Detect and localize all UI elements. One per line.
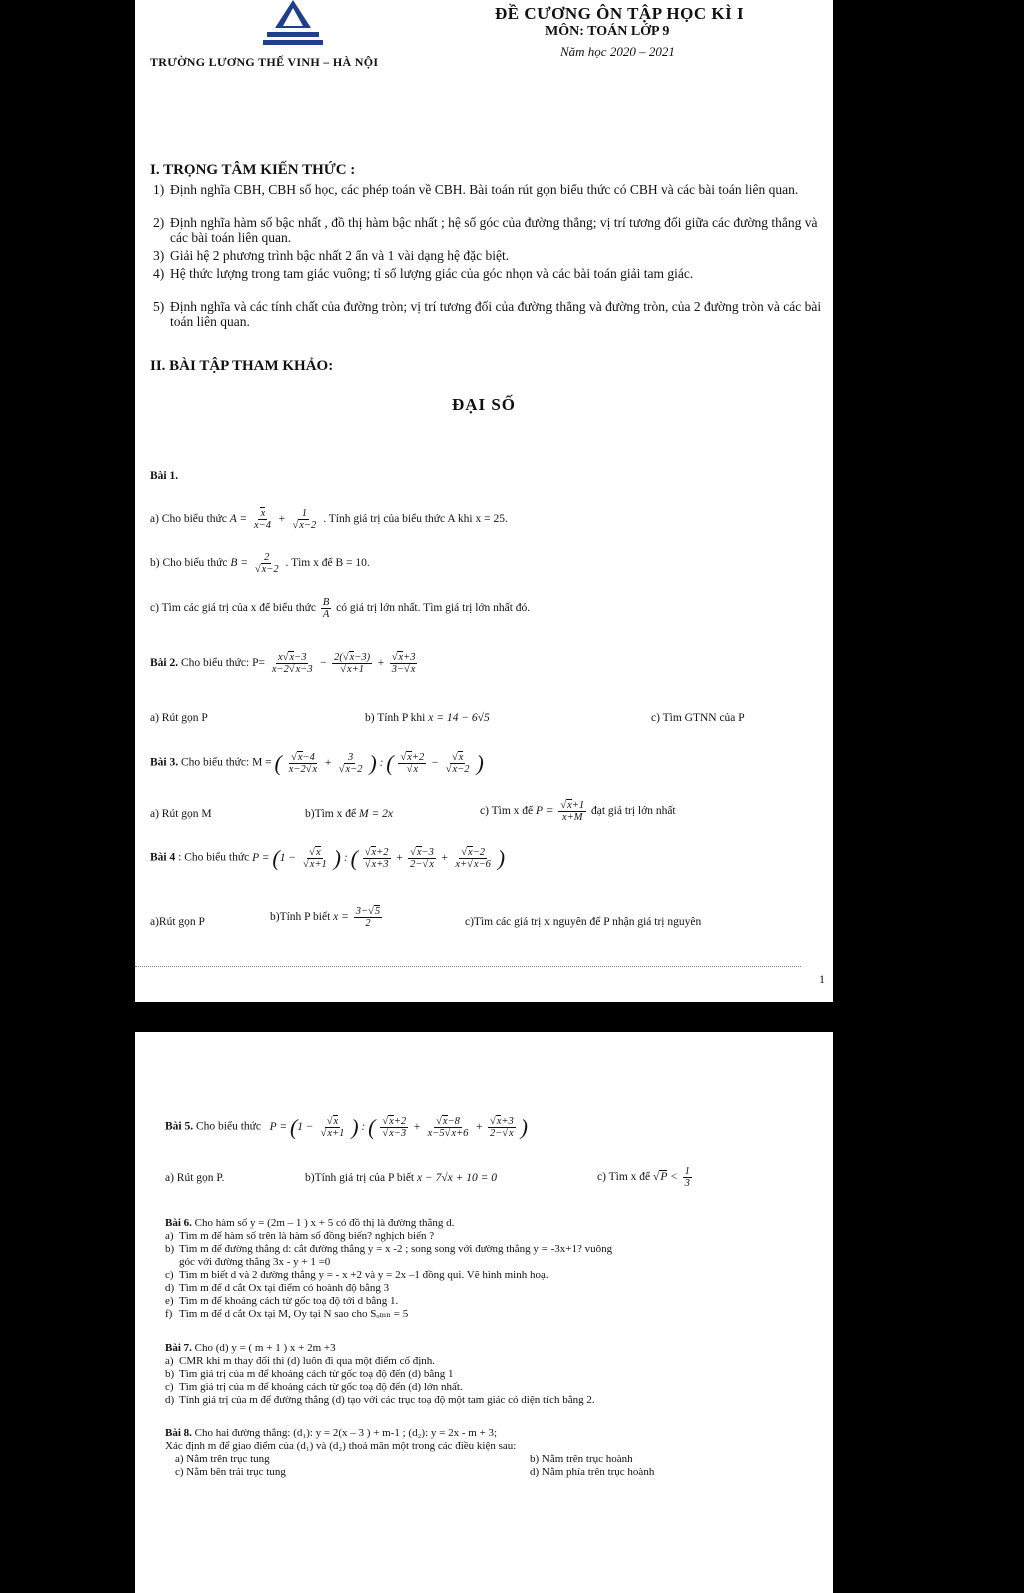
exercise-1b-suffix: . Tìm x để B = 10. — [285, 557, 370, 570]
exercise-4b — [270, 906, 384, 929]
item-text: Tìm m để d cắt Ox tại điểm có hoành độ bằng 3 — [179, 1282, 390, 1294]
exercise-8c: c) Nằm bên trái trục tung — [175, 1466, 286, 1478]
exercise-4b-prefix: b)Tính P biết — [270, 911, 331, 924]
exercise-6-item — [165, 1269, 549, 1281]
school-year: Năm học 2020 – 2021 — [560, 44, 675, 59]
exercise-5-title: Bài 5. — [165, 1120, 194, 1133]
item-number: f) — [165, 1308, 173, 1320]
item-text: Hệ thức lượng trong tam giác vuông; tỉ số lượng giác của góc nhọn và các bài toán giải tam giác. — [170, 266, 694, 281]
document-title: ĐỀ CƯƠNG ÔN TẬP HỌC KÌ I — [495, 4, 745, 23]
exercise-2-title: Bài 2. — [150, 657, 179, 670]
exercise-7-item — [165, 1394, 595, 1406]
item-text: Tìm giá trị của m để khoảng cách từ gốc toạ độ đến (d) bằng 1 — [179, 1368, 454, 1380]
item-number: 5) — [153, 299, 165, 314]
expression-b: B = $\frac{2}{√x-2}$ — [230, 552, 279, 575]
section-1-item — [153, 248, 828, 263]
item-text: Tìm giá trị của m để khoảng cách từ gốc toạ độ đến (d) lớn nhất. — [179, 1381, 463, 1393]
item-number: b) — [165, 1243, 175, 1255]
exercise-8-title: Bài 8. — [165, 1427, 192, 1439]
item-number: 3) — [153, 248, 165, 263]
section-2-title: II. BÀI TẬP THAM KHẢO: — [150, 358, 334, 374]
exercise-1a-prefix: a) Cho biểu thức — [150, 513, 227, 526]
exercise-8b: b) Nằm trên trục hoành — [530, 1453, 633, 1465]
algebra-heading: ĐẠI SỐ — [451, 395, 517, 414]
exercise-7-item — [165, 1355, 435, 1367]
item-text: Tìm m để đường thẳng d: cắt đường thẳng y = x -2 ; song song với đường thẳng y = -3x+1? vuông — [179, 1243, 613, 1255]
item-text: Tìm m để d cắt Ox tại M, Oy tại N sao cho Sₒₘₙ = 5 — [179, 1308, 409, 1320]
subject-line: MÔN: TOÁN LỚP 9 — [545, 24, 670, 39]
section-1-item — [153, 299, 828, 329]
exercise-5b — [305, 1172, 497, 1184]
item-number: d) — [165, 1282, 175, 1294]
exercise-1c — [150, 597, 530, 620]
item-text: Tính giá trị của m để đường thẳng (d) tạo với các trục toạ độ một tam giác có diện tích bằng 2. — [179, 1394, 595, 1406]
exercise-3c-prefix: c) Tìm x để — [480, 805, 534, 818]
expression-m: ( $\frac{√x-4}{x-2√x}$ + $\frac{3}{√x-2}$ ) : ( $\frac{√x+2}{√x}$ − $\frac{√x}{√x-2}$ ) — [274, 750, 484, 775]
item-number: b) — [165, 1368, 175, 1380]
exercise-6-intro: Cho hàm số y = (2m – 1 ) x + 5 có đồ thị là đường thẳng d. — [194, 1217, 455, 1229]
exercise-7-item — [165, 1368, 453, 1380]
exercise-3b-expression: M = 2x — [358, 808, 393, 820]
exercise-8 — [165, 1427, 497, 1440]
exercise-2b — [365, 712, 490, 724]
exercise-6-item — [165, 1282, 389, 1294]
item-text: Tìm m để khoảng cách từ gốc toạ độ tới d bằng 1. — [179, 1295, 399, 1307]
item-number: c) — [165, 1269, 174, 1281]
exercise-8d: d) Nằm phía trên trục hoành — [530, 1466, 655, 1478]
item-text: Giải hệ 2 phương trình bậc nhất 2 ẩn và 1 vài dạng hệ đặc biệt. — [170, 248, 510, 263]
exercise-4a: a)Rút gọn P — [150, 916, 205, 928]
exercise-6-item — [165, 1230, 434, 1242]
exercise-3-intro: Cho biểu thức: M = — [181, 756, 272, 769]
item-number: 4) — [153, 266, 165, 281]
item-text: góc với đường thẳng 3x - y + 1 =0 — [179, 1256, 331, 1268]
exercise-4-title: Bài 4 — [150, 851, 176, 864]
exercise-6-title: Bài 6. — [165, 1217, 192, 1229]
exercise-5b-expression: x − 7√x + 10 = 0 — [417, 1172, 498, 1184]
expression-sqrt-p: √P < $\frac{1}{3}$ — [653, 1166, 690, 1189]
item-number: e) — [165, 1295, 174, 1307]
exercise-7-item — [165, 1381, 463, 1393]
exercise-5b-prefix: b)Tính giá trị của P biết — [305, 1172, 415, 1184]
section-1-item — [153, 266, 828, 281]
item-text: Tìm m biết d và 2 đường thẳng y = - x +2 và y = 2x –1 đồng qui. Vẽ hình minh hoạ. — [179, 1269, 549, 1281]
exercise-8a: a) Nằm trên trục tung — [175, 1453, 270, 1465]
section-1-item — [153, 182, 828, 197]
school-name: TRƯỜNG LƯƠNG THẾ VINH – HÀ NỘI — [150, 55, 379, 69]
expression-x4: x = $\frac{3-√5}{2}$ — [333, 906, 381, 929]
exercise-4-intro: : Cho biểu thức — [178, 851, 250, 864]
item-text: Định nghĩa hàm số bậc nhất , đồ thị hàm bậc nhất ; hệ số góc của đường thẳng; vị trí tương đối giữa các đường thẳng và các bài toán liên quan. — [170, 215, 818, 245]
exercise-1c-prefix: c) Tìm các giá trị của x để biểu thức — [150, 602, 316, 615]
expression-b-over-a: $\frac{B}{A}$ — [322, 597, 330, 620]
exercise-5c — [597, 1166, 694, 1189]
exercise-2 — [150, 652, 419, 675]
item-text: CMR khi m thay đổi thì (d) luôn đi qua một điểm cố định. — [179, 1355, 436, 1367]
section-1-title: I. TRỌNG TÂM KIẾN THỨC : — [150, 162, 356, 178]
exercise-3a: a) Rút gọn M — [150, 808, 212, 820]
expression-p5: P = (1 − $\frac{√x}{√x+1}$ ) : ( $\frac{√x+2}{√x-3}$ + $\frac{√x-8}{x-5√x+6}$ + $\frac{√x+3}{2-√x}$ ) — [263, 1114, 528, 1139]
exercise-8-intro: Cho hai đường thẳng: (d₁): y = 2(x – 3 ) + m-1 ; (d₂): y = 2x - m + 3; — [194, 1427, 498, 1439]
expression-p2: $\frac{x√x-3}{x-2√x-3}$ − $\frac{2(√x-3)}{√x+1}$ + $\frac{√x+3}{3-√x}$ — [271, 652, 416, 675]
exercise-6 — [165, 1217, 454, 1230]
expression-a: A = $\frac{x}{x-4}$ + $\frac{1}{√x-2}$ — [229, 508, 317, 531]
expression-p3: P = $\frac{√x+1}{x+M}$ — [536, 800, 585, 823]
exercise-2b-prefix: b) Tính P khi — [365, 712, 426, 724]
expression-p4: P = (1 − $\frac{√x}{√x+1}$ ) : ( $\frac{√x+2}{√x+3}$ + $\frac{√x-3}{2-√x}$ + $\frac{√x-2}{x+√x-6}$ ) — [252, 845, 506, 870]
exercise-2c: c) Tìm GTNN của P — [651, 712, 745, 724]
exercise-3-title: Bài 3. — [150, 756, 179, 769]
exercise-3c-suffix: đạt giá trị lớn nhất — [590, 805, 676, 818]
exercise-5 — [165, 1114, 528, 1140]
exercise-1c-suffix: có giá trị lớn nhất. Tìm giá trị lớn nhất đó. — [336, 602, 531, 615]
item-number: 1) — [153, 182, 165, 197]
document-page-2 — [135, 1032, 833, 1593]
exercise-5c-prefix: c) Tìm x để — [597, 1171, 651, 1184]
school-logo-icon — [263, 0, 323, 48]
exercise-3 — [150, 750, 484, 776]
item-number: a) — [165, 1230, 174, 1242]
exercise-7 — [165, 1342, 336, 1355]
exercise-6-item — [165, 1295, 398, 1307]
exercise-8-condition: Xác định m để giao điểm của (d₁) và (d₂) thoả mãn một trong các điều kiện sau: — [165, 1440, 517, 1452]
exercise-2b-expression: x = 14 − 6√5 — [428, 712, 490, 724]
exercise-3b-prefix: b)Tìm x để — [305, 808, 357, 820]
exercise-4c: c)Tìm các giá trị x nguyên để P nhận giá trị nguyên — [465, 916, 702, 928]
item-text: Định nghĩa CBH, CBH số học, các phép toán về CBH. Bài toán rút gọn biểu thức có CBH và các bài toán liên quan. — [170, 182, 799, 197]
item-number: a) — [165, 1355, 174, 1367]
page-number: 1 — [819, 972, 825, 986]
exercise-1b-prefix: b) Cho biểu thức — [150, 557, 228, 570]
exercise-5-intro: Cho biểu thức — [196, 1120, 262, 1133]
section-1-item — [153, 215, 828, 245]
exercise-1a — [150, 508, 508, 531]
exercise-1a-suffix: . Tính giá trị của biểu thức A khi x = 25. — [323, 513, 508, 526]
item-number: 2) — [153, 215, 165, 230]
exercise-6-item — [165, 1256, 330, 1268]
item-text: Tìm m để hàm số trên là hàm số đồng biến? nghịch biến ? — [179, 1230, 435, 1242]
item-text: Định nghĩa và các tính chất của đường tròn; vị trí tương đối của đường thẳng và đường tròn, của 2 đường tròn và các bài toán liên quan. — [170, 299, 822, 329]
item-number: d) — [165, 1394, 175, 1406]
document-page-1 — [135, 0, 833, 1002]
item-number: c) — [165, 1381, 174, 1393]
exercise-1b — [150, 552, 370, 575]
exercise-7-title: Bài 7. — [165, 1342, 192, 1354]
exercise-6-item — [165, 1243, 612, 1255]
exercise-4 — [150, 845, 505, 871]
exercise-3b — [305, 808, 393, 820]
exercise-2a: a) Rút gọn P — [150, 712, 208, 724]
exercise-5a: a) Rút gọn P. — [165, 1172, 225, 1184]
page-footer-divider — [135, 966, 801, 967]
exercise-3c — [480, 800, 676, 823]
exercise-2-intro: Cho biểu thức: P= — [181, 657, 265, 670]
exercise-7-intro: Cho (d) y = ( m + 1 ) x + 2m +3 — [194, 1342, 336, 1354]
exercise-1-title: Bài 1. — [150, 470, 179, 482]
exercise-6-item — [165, 1308, 408, 1320]
